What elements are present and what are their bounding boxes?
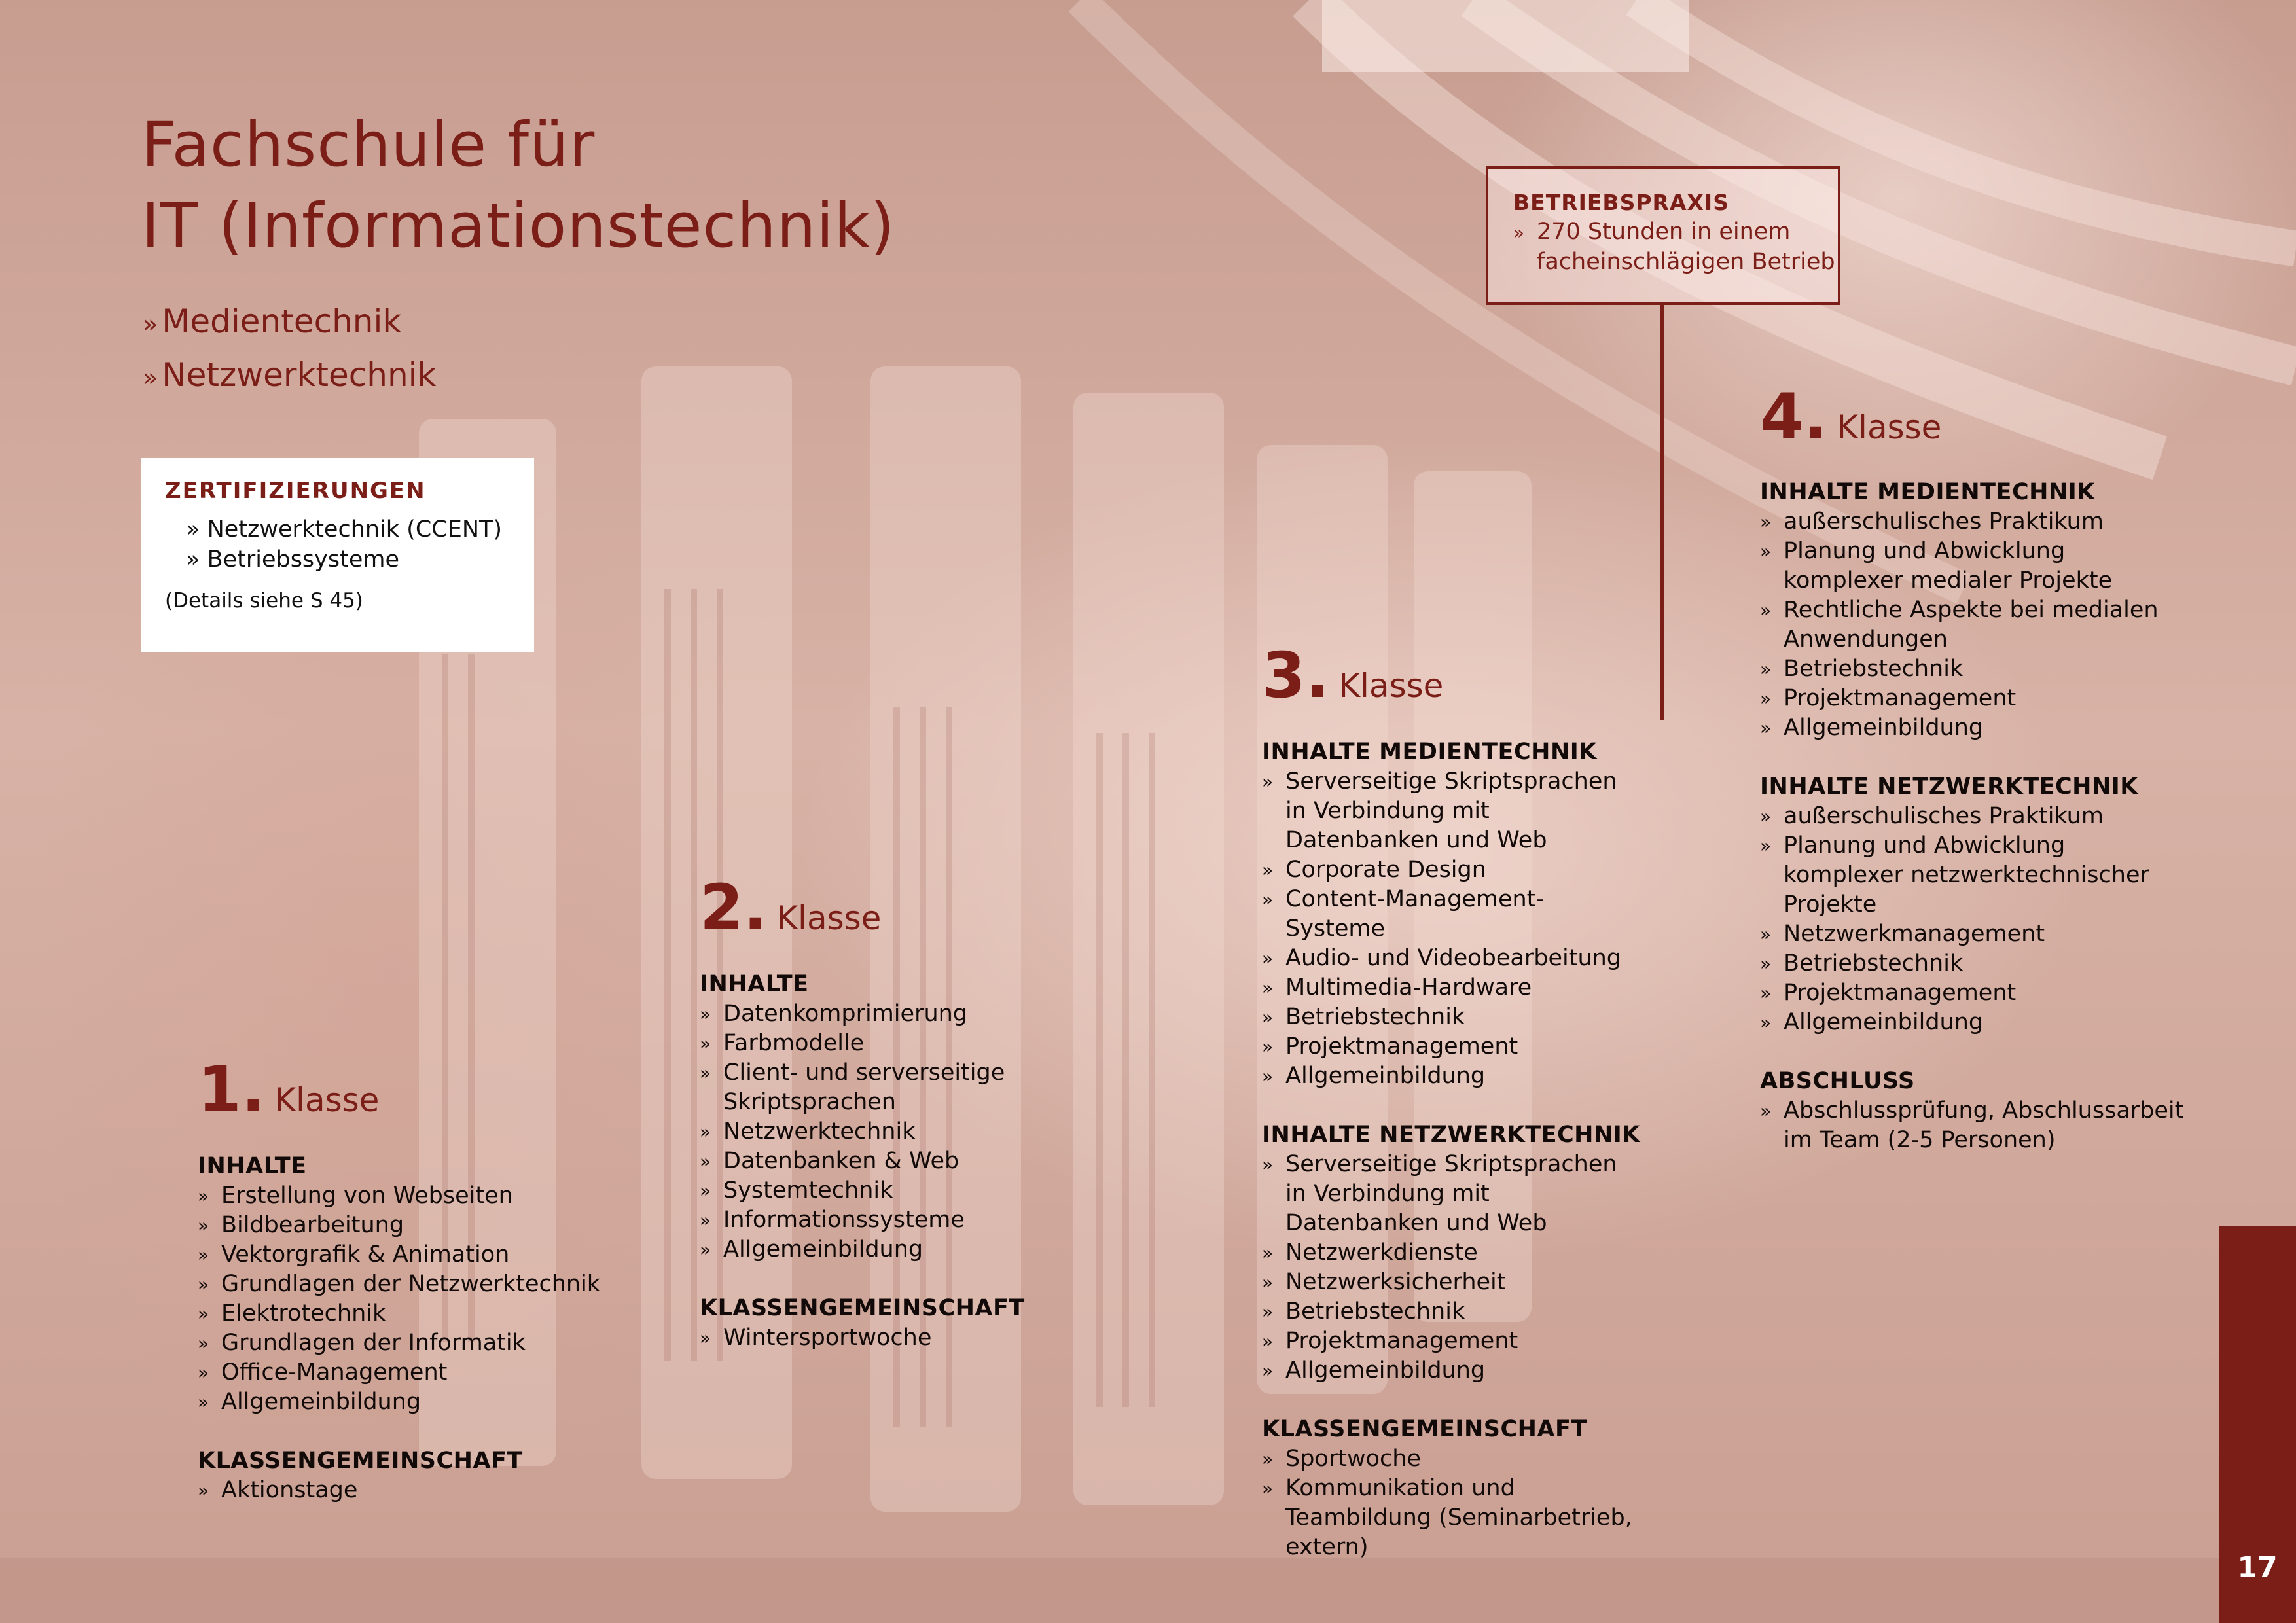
- list-item-label: Erstellung von Webseiten: [221, 1183, 513, 1209]
- bullet-marker: »: [1760, 1012, 1772, 1033]
- bullet-marker: »: [1760, 511, 1772, 533]
- list-item: [1760, 978, 2185, 1008]
- bullet-marker: »: [700, 1062, 711, 1084]
- betriebspraxis-heading: BETRIEBSPRAXIS: [1513, 190, 1729, 215]
- list-item: [1262, 1150, 1641, 1238]
- list-item: [1760, 1008, 2185, 1037]
- certifications-list: [186, 514, 534, 575]
- klasse-heading: [1760, 380, 2185, 454]
- content-list: [1262, 1444, 1641, 1562]
- list-item: [700, 1205, 1066, 1235]
- betriebspraxis-box: [1486, 166, 1840, 305]
- list-item-label: Kommunikation und Teambildung (Seminarbetrieb, extern): [1285, 1475, 1632, 1560]
- list-item-label: Betriebstechnik: [1784, 950, 1964, 976]
- list-item: [1262, 855, 1641, 885]
- bullet-marker: »: [700, 1327, 711, 1349]
- bullet-marker: »: [1760, 717, 1772, 739]
- klasse-number: 3.: [1262, 639, 1330, 712]
- klasse-4-column: [1760, 380, 2185, 1155]
- bullet-marker: »: [1262, 859, 1274, 881]
- list-item-label: Betriebstechnik: [1784, 656, 1964, 682]
- list-item: [1262, 1356, 1641, 1385]
- list-item-label: Sportwoche: [1285, 1446, 1421, 1472]
- bullet-marker: »: [1262, 771, 1274, 793]
- bullet-marker: »: [700, 1003, 711, 1025]
- list-item-label: Betriebstechnik: [1285, 1004, 1465, 1030]
- content-list: [198, 1181, 603, 1417]
- list-item: [1262, 1444, 1641, 1474]
- bullet-marker: »: [1262, 1360, 1274, 1382]
- list-item-label: Systemtechnik: [723, 1177, 893, 1204]
- certification-item: [186, 514, 534, 544]
- list-item: [1262, 944, 1641, 973]
- list-item: [1760, 949, 2185, 978]
- section-heading: KLASSENGEMEINSCHAFT: [198, 1448, 523, 1474]
- list-item-label: Grundlagen der Informatik: [221, 1330, 526, 1356]
- bullet-marker: »: [198, 1362, 209, 1383]
- bullet-marker: »: [143, 310, 158, 338]
- connector-line: [1660, 305, 1664, 720]
- certifications-note: (Details siehe S 45): [165, 589, 363, 613]
- bullet-marker: »: [1262, 1007, 1274, 1028]
- section-heading: INHALTE NETZWERKTECHNIK: [1760, 774, 2138, 800]
- list-item: [1760, 507, 2185, 537]
- klasse-label: Klasse: [776, 899, 882, 937]
- bullet-marker: »: [1760, 806, 1772, 827]
- title-line-2: IT (Informationstechnik): [141, 190, 895, 262]
- bullet-marker: »: [1262, 948, 1274, 969]
- content-list: [1262, 1150, 1641, 1385]
- list-item-label: Aktionstage: [221, 1477, 358, 1503]
- list-item: [1262, 1238, 1641, 1268]
- klasse-label: Klasse: [1837, 408, 1942, 446]
- list-item-label: Elektrotechnik: [221, 1300, 386, 1327]
- list-item: [1262, 1268, 1641, 1297]
- list-item: [1760, 654, 2185, 684]
- section-heading: ABSCHLUSS: [1760, 1068, 1915, 1094]
- list-item-label: Projektmanagement: [1285, 1328, 1518, 1354]
- title-line-1: Fachschule für: [141, 109, 596, 181]
- list-item: [198, 1329, 603, 1358]
- list-item-label: Projektmanagement: [1784, 980, 2017, 1006]
- list-item-label: Allgemeinbildung: [1285, 1063, 1486, 1089]
- bullet-marker: »: [198, 1480, 209, 1501]
- bullet-marker: »: [143, 363, 158, 392]
- list-item: [1262, 1474, 1641, 1562]
- list-item: [700, 1117, 1066, 1147]
- list-item: [1760, 596, 2185, 654]
- klasse-heading: [700, 871, 1066, 944]
- content-list: [1760, 507, 2185, 743]
- bullet-marker: »: [198, 1332, 209, 1354]
- list-item: [198, 1358, 603, 1387]
- bullet-marker: »: [1760, 541, 1772, 562]
- list-item: [700, 1058, 1066, 1117]
- list-item-label: Planung und Abwicklung komplexer medialer Projekte: [1784, 538, 2113, 594]
- list-item: [1760, 684, 2185, 713]
- list-item: [1760, 537, 2185, 596]
- section-heading: INHALTE MEDIENTECHNIK: [1760, 479, 2095, 505]
- list-item: [700, 999, 1066, 1029]
- list-item-label: Wintersportwoche: [723, 1325, 932, 1351]
- list-item: [1262, 885, 1641, 944]
- list-item: [198, 1211, 603, 1240]
- klasse-number: 2.: [700, 871, 768, 944]
- list-item-label: Allgemeinbildung: [1784, 715, 1984, 741]
- bullet-marker: »: [1760, 835, 1772, 857]
- bullet-marker: »: [1262, 1448, 1274, 1470]
- bullet-marker: »: [1513, 222, 1525, 243]
- betriebspraxis-text: [1513, 217, 1838, 277]
- list-item: [198, 1181, 603, 1211]
- list-item-label: Netzwerktechnik: [723, 1118, 916, 1145]
- certification-label: Betriebssysteme: [207, 546, 399, 573]
- bullet-marker: »: [1262, 1154, 1274, 1175]
- list-item-label: Datenkomprimierung: [723, 1001, 968, 1027]
- list-item-label: Grundlagen der Netzwerktechnik: [221, 1271, 601, 1297]
- list-item: [1262, 767, 1641, 855]
- list-item: [198, 1387, 603, 1417]
- certification-item: [186, 544, 534, 575]
- bullet-marker: »: [700, 1150, 711, 1172]
- list-item-label: Informationssysteme: [723, 1207, 965, 1233]
- content-list: [1760, 1096, 2185, 1155]
- klasse-label: Klasse: [1338, 667, 1444, 705]
- list-item-label: Netzwerkmanagement: [1784, 921, 2045, 947]
- bullet-marker: »: [1262, 977, 1274, 999]
- list-item: [700, 1029, 1066, 1058]
- bullet-marker: »: [1760, 982, 1772, 1004]
- bullet-marker: »: [1262, 1330, 1274, 1352]
- page-title: [141, 105, 895, 267]
- list-item-label: Serverseitige Skriptsprachen in Verbindung mit Datenbanken und Web: [1285, 768, 1617, 853]
- bullet-marker: »: [1262, 1478, 1274, 1499]
- klasse-number: 1.: [198, 1053, 266, 1126]
- specialization-item: [143, 296, 437, 349]
- list-item-label: Office-Management: [221, 1359, 448, 1385]
- list-item-label: Serverseitige Skriptsprachen in Verbindung mit Datenbanken und Web: [1285, 1151, 1617, 1236]
- certifications-heading: ZERTIFIZIERUNGEN: [165, 478, 426, 504]
- list-item: [198, 1270, 603, 1299]
- klasse-label: Klasse: [274, 1081, 380, 1119]
- list-item-label: Client- und serverseitige Skriptsprachen: [723, 1060, 1005, 1115]
- section-heading: KLASSENGEMEINSCHAFT: [700, 1295, 1025, 1321]
- list-item: [198, 1240, 603, 1270]
- list-item: [1760, 1096, 2185, 1155]
- list-item-label: außerschulisches Praktikum: [1784, 803, 2104, 829]
- list-item: [1262, 1003, 1641, 1032]
- list-item: [1760, 802, 2185, 831]
- bullet-marker: »: [700, 1033, 711, 1054]
- list-item-label: Datenbanken & Web: [723, 1148, 960, 1174]
- bullet-marker: »: [1262, 889, 1274, 910]
- bullet-marker: »: [186, 546, 200, 573]
- section-heading: INHALTE: [198, 1153, 307, 1179]
- bullet-marker: »: [700, 1239, 711, 1260]
- list-item-label: Netzwerkdienste: [1285, 1240, 1478, 1266]
- list-item: [198, 1476, 603, 1505]
- specialization-item: [143, 349, 437, 403]
- list-item-label: Betriebstechnik: [1285, 1298, 1465, 1325]
- list-item: [700, 1176, 1066, 1205]
- bullet-marker: »: [1760, 688, 1772, 709]
- bullet-marker: »: [1262, 1242, 1274, 1264]
- specialization-label: Netzwerktechnik: [162, 356, 437, 394]
- bullet-marker: »: [198, 1185, 209, 1207]
- list-item-label: Allgemeinbildung: [1285, 1357, 1486, 1383]
- klasse-heading: [1262, 639, 1641, 712]
- list-item-label: Allgemeinbildung: [221, 1389, 422, 1415]
- bullet-marker: »: [700, 1180, 711, 1202]
- content-list: [700, 999, 1066, 1264]
- list-item: [700, 1323, 1066, 1353]
- bullet-marker: »: [700, 1121, 711, 1143]
- klasse-heading: [198, 1053, 603, 1126]
- bullet-marker: »: [198, 1274, 209, 1295]
- list-item-label: Multimedia-Hardware: [1285, 974, 1532, 1001]
- klasse-2-column: [700, 871, 1066, 1353]
- list-item-label: Netzwerksicherheit: [1285, 1269, 1506, 1295]
- klasse-number: 4.: [1760, 380, 1828, 454]
- list-item-label: Corporate Design: [1285, 857, 1486, 883]
- list-item: [1760, 831, 2185, 919]
- bullet-marker: »: [198, 1244, 209, 1266]
- bullet-marker: »: [700, 1209, 711, 1231]
- list-item-label: Audio- und Videobearbeitung: [1285, 945, 1622, 971]
- bullet-marker: »: [1262, 1301, 1274, 1323]
- list-item-label: Abschlussprüfung, Abschlussarbeit im Team (2-5 Personen): [1784, 1097, 2184, 1153]
- betriebspraxis-line-2: facheinschlägigen Betrieb: [1537, 249, 1835, 275]
- bullet-marker: »: [1760, 923, 1772, 945]
- bullet-marker: »: [198, 1303, 209, 1325]
- section-heading: KLASSENGEMEINSCHAFT: [1262, 1416, 1587, 1442]
- content-list: [198, 1476, 603, 1505]
- bullet-marker: »: [1760, 1100, 1772, 1122]
- section-heading: INHALTE: [700, 971, 809, 997]
- list-item-label: Content-Management-Systeme: [1285, 886, 1545, 942]
- bullet-marker: »: [1760, 953, 1772, 974]
- bullet-marker: »: [1262, 1036, 1274, 1058]
- list-item: [1262, 1032, 1641, 1061]
- list-item-label: Projektmanagement: [1784, 685, 2017, 711]
- list-item: [1760, 919, 2185, 949]
- klasse-1-column: [198, 1053, 603, 1505]
- list-item-label: Allgemeinbildung: [1784, 1009, 1984, 1035]
- list-item-label: Planung und Abwicklung komplexer netzwerktechnischer Projekte: [1784, 832, 2149, 918]
- bullet-marker: »: [198, 1215, 209, 1236]
- section-heading: INHALTE MEDIENTECHNIK: [1262, 739, 1597, 765]
- list-item-label: Bildbearbeitung: [221, 1212, 404, 1238]
- list-item-label: Rechtliche Aspekte bei medialen Anwendungen: [1784, 597, 2159, 652]
- list-item-label: Vektorgrafik & Animation: [221, 1241, 510, 1268]
- betriebspraxis-line-1: 270 Stunden in einem: [1537, 219, 1791, 245]
- list-item: [700, 1235, 1066, 1264]
- list-item-label: Farbmodelle: [723, 1030, 865, 1056]
- list-item: [1262, 1061, 1641, 1091]
- list-item: [1262, 973, 1641, 1003]
- page-number: 17: [2237, 1551, 2278, 1584]
- specialization-list: [143, 296, 437, 403]
- list-item-label: außerschulisches Praktikum: [1784, 508, 2104, 535]
- bullet-marker: »: [186, 516, 200, 543]
- list-item: [198, 1299, 603, 1329]
- list-item: [1262, 1297, 1641, 1327]
- bullet-marker: »: [1262, 1272, 1274, 1293]
- content-list: [1760, 802, 2185, 1037]
- klasse-3-column: [1262, 639, 1641, 1562]
- section-heading: INHALTE NETZWERKTECHNIK: [1262, 1122, 1640, 1148]
- content-list: [700, 1323, 1066, 1353]
- bullet-marker: »: [198, 1391, 209, 1413]
- certification-label: Netzwerktechnik (CCENT): [207, 516, 503, 543]
- list-item: [700, 1147, 1066, 1176]
- certifications-box: [141, 458, 534, 652]
- list-item-label: Allgemeinbildung: [723, 1236, 924, 1262]
- content-list: [1262, 767, 1641, 1091]
- list-item: [1262, 1327, 1641, 1356]
- bullet-marker: »: [1760, 658, 1772, 680]
- bullet-marker: »: [1760, 599, 1772, 621]
- bullet-marker: »: [1262, 1065, 1274, 1087]
- list-item: [1760, 713, 2185, 743]
- specialization-label: Medientechnik: [162, 302, 402, 340]
- list-item-label: Projektmanagement: [1285, 1033, 1518, 1060]
